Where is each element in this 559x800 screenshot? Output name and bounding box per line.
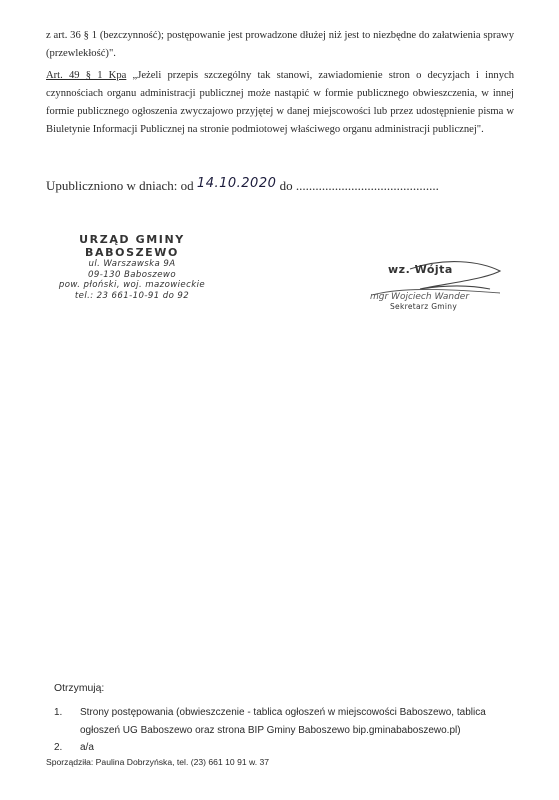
signature-role: Sekretarz Gminy (390, 302, 458, 311)
list-item-number: 2. (54, 742, 63, 753)
list-item-text: a/a (80, 742, 94, 753)
signature-stamp (350, 255, 530, 325)
signature-wz-wojta: wz. Wójta (388, 263, 453, 276)
publication-label: Upubliczniono w dniach: od (46, 178, 194, 193)
publication-to-label: do (276, 178, 296, 193)
stamp-municipality: BABOSZEWO (85, 246, 179, 259)
paragraph-article-36: z art. 36 § 1 (bezczynność); postępowanie jest prowadzone dłużej niż jest to niezbędne do załatwienia sprawy (przewlekłość)". (46, 30, 514, 59)
paragraph-article-49 (46, 67, 514, 139)
handwritten-date-from: 14.10.2020 (196, 176, 277, 191)
recipients-heading: Otrzymują: (54, 683, 105, 694)
list-item-number: 1. (54, 707, 63, 718)
list-item (54, 704, 524, 740)
article-49-text: „Jeżeli przepis szczególny tak stanowi, zawiadomienie stron o decyzjach i innych czynnościach organu administracji publicznej może nastąpić w formie publicznego obwieszczenia, w innej formie publicznego ogłoszenia zwyczajowo przyjętej w danej miejscowości lub przez udostępnienie pisma w Biuletynie Informacji Publicznej na stronie podmiotowej właściwego organu administracji publicznej". (46, 70, 515, 135)
stamp-phone: tel.: 23 661-10-91 do 92 (74, 290, 190, 301)
stamp-postal: 09-130 Baboszewo (87, 269, 176, 280)
date-to-blank: ............................................ (295, 178, 439, 193)
stamp-county: pow. płoński, woj. mazowieckie (58, 280, 206, 290)
office-stamp (52, 233, 212, 301)
list-item-text: Strony postępowania (obwieszczenie - tablica ogłoszeń w miejscowości Baboszewo, tablica ogłoszeń UG Baboszewo oraz strona BIP Gminy Baboszewo bip.gminababoszewo.pl) (80, 707, 486, 736)
list-item (54, 739, 94, 757)
article-49-reference: Art. 49 § 1 Kpa (46, 70, 127, 81)
stamp-office-name: URZĄD GMINY (79, 233, 185, 246)
signature-name: mgr Wojciech Wander (370, 292, 470, 302)
prepared-by: Sporządziła: Paulina Dobrzyńska, tel. (23) 661 10 91 w. 37 (46, 757, 270, 767)
stamp-street: ul. Warszawska 9A (88, 259, 176, 269)
publication-dates (46, 177, 439, 196)
